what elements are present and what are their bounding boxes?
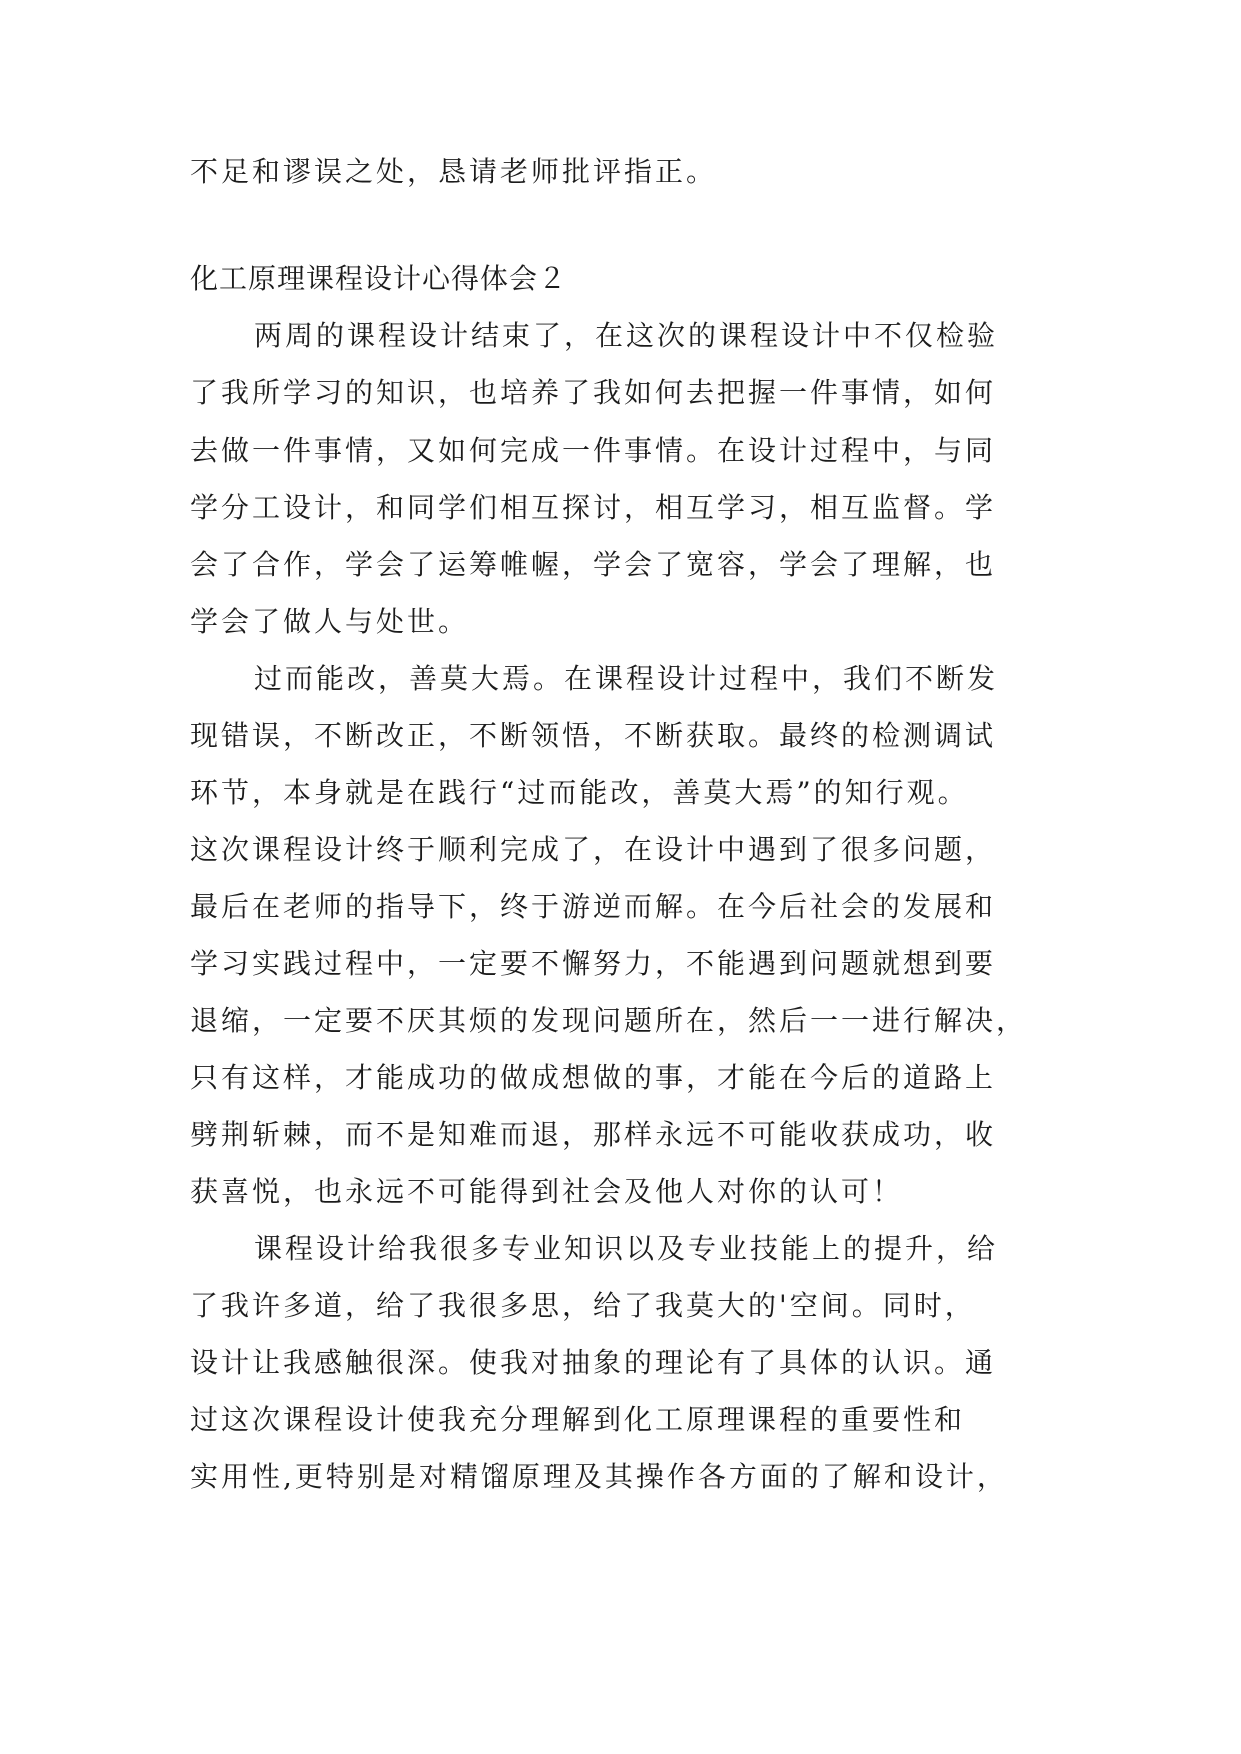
paragraph-line: 退缩，一定要不厌其烦的发现问题所在，然后一一进行解决， <box>190 1004 1028 1037</box>
paragraph-line: 学分工设计，和同学们相互探讨，相互学习，相互监督。学 <box>190 491 997 524</box>
paragraph-line: 了我许多道，给了我很多思，给了我莫大的'空间。同时， <box>190 1289 976 1322</box>
paragraph-line: 过这次课程设计使我充分理解到化工原理课程的重要性和 <box>190 1403 966 1436</box>
paragraph-line: 这次课程设计终于顺利完成了，在设计中遇到了很多问题， <box>190 833 997 866</box>
paragraph-line: 去做一件事情，又如何完成一件事情。在设计过程中，与同 <box>190 434 997 467</box>
paragraph-line: 最后在老师的指导下，终于游逆而解。在今后社会的发展和 <box>190 890 997 923</box>
paragraph-line: 环节，本身就是在践行“过而能改，善莫大焉”的知行观。 <box>190 776 969 809</box>
paragraph-line: 两周的课程设计结束了，在这次的课程设计中不仅检验 <box>254 319 999 352</box>
paragraph-line: 会了合作，学会了运筹帷幄，学会了宽容，学会了理解，也 <box>190 548 997 581</box>
paragraph-line: 获喜悦，也永远不可能得到社会及他人对你的认可！ <box>190 1175 904 1208</box>
paragraph-line: 过而能改，善莫大焉。在课程设计过程中，我们不断发 <box>254 662 999 695</box>
section-heading: 化工原理课程设计心得体会２ <box>190 262 568 295</box>
paragraph-line: 只有这样，才能成功的做成想做的事，才能在今后的道路上 <box>190 1061 997 1094</box>
paragraph-line: 实用性,更特别是对精馏原理及其操作各方面的了解和设计， <box>190 1460 1008 1493</box>
paragraph-line: 了我所学习的知识，也培养了我如何去把握一件事情，如何 <box>190 376 997 409</box>
paragraph-line: 课程设计给我很多专业知识以及专业技能上的提升，给 <box>254 1232 999 1265</box>
paragraph-line: 学习实践过程中，一定要不懈努力，不能遇到问题就想到要 <box>190 947 997 980</box>
paragraph-line: 现错误，不断改正，不断领悟，不断获取。最终的检测调试 <box>190 719 997 752</box>
paragraph-line: 劈荆斩棘，而不是知难而退，那样永远不可能收获成功，收 <box>190 1118 997 1151</box>
paragraph-line: 不足和谬误之处，恳请老师批评指正。 <box>190 155 718 188</box>
paragraph-line: 学会了做人与处世。 <box>190 605 470 638</box>
paragraph-line: 设计让我感触很深。使我对抽象的理论有了具体的认识。通 <box>190 1346 997 1379</box>
